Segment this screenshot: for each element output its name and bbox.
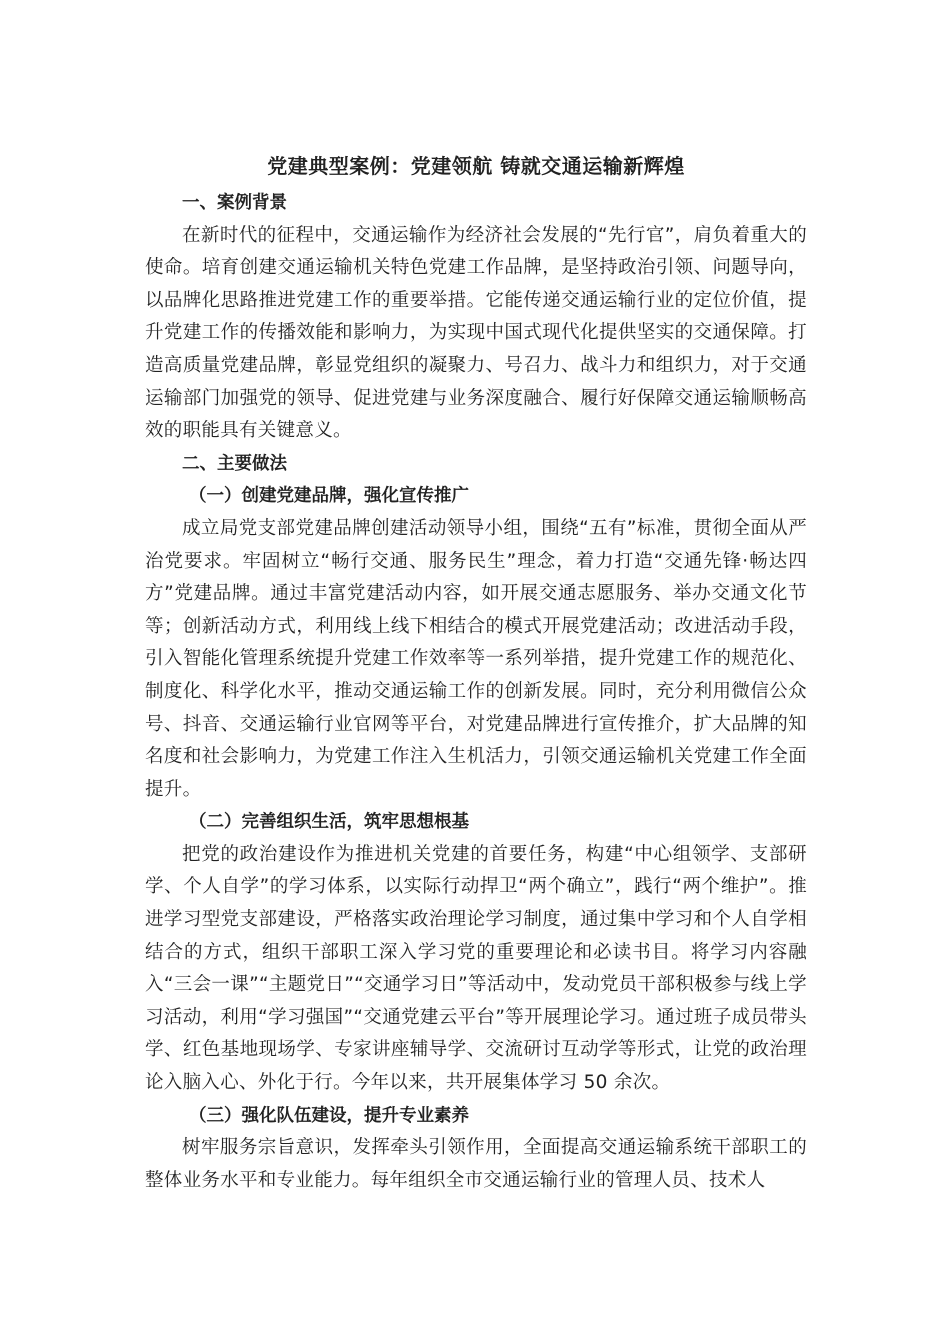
section-heading-practices: 二、主要做法	[182, 453, 287, 474]
paragraph-background: 在新时代的征程中，交通运输作为经济社会发展的“先行官”，肩负着重大的使命。培育创建交通运输机关特色党建工作品牌，是坚持政治引领、问题导向，以品牌化思路推进党建工作的重要举措。它能传递交通运输行业的定位价值，提升党建工作的传播效能和影响力，为实现中国式现代化提供坚实的交通保障。打造高质量党建品牌，彰显党组织的凝聚力、号召力、战斗力和组织力，对于交通运输部门加强党的领导、促进党建与业务深度融合、履行好保障交通运输顺畅高效的职能具有关键意义。	[145, 224, 807, 442]
section-heading-background: 一、案例背景	[182, 193, 287, 213]
paragraph-brand: 成立局党支部党建品牌创建活动领导小组，围绕“五有”标准，贯彻全面从严治党要求。牢固树立“畅行交通、服务民生”理念，着力打造“交通先锋·畅达四方”党建品牌。通过丰富党建活动内容，如开展交通志愿服务、举办交通文化节等；创新活动方式，利用线上线下相结合的模式开展党建活动；改进活动手段，引入智能化管理系统提升党建工作效率等一系列举措，提升党建工作的规范化、制度化、科学化水平，推动交通运输工作的创新发展。同时，充分利用微信公众号、抖音、交通运输行业官网等平台，对党建品牌进行宣传推介，扩大品牌的知名度和社会影响力，为党建工作注入生机活力，引领交通运输机关党建工作全面提升。	[145, 517, 807, 800]
paragraph-team: 树牢服务宗旨意识，发挥牵头引领作用，全面提高交通运输系统干部职工的整体业务水平和专业能力。每年组织全市交通运输行业的管理人员、技术人	[145, 1137, 807, 1191]
subsection-heading-team: （三）强化队伍建设，提升专业素养	[189, 1105, 469, 1126]
document-title: 党建典型案例：党建领航 铸就交通运输新辉煌	[267, 154, 685, 178]
paragraph-organization: 把党的政治建设作为推进机关党建的首要任务，构建“中心组领学、支部研学、个人自学”的学习体系，以实际行动捍卫“两个确立”，践行“两个维护”。推进学习型党支部建设，严格落实政治理论学习制度，通过集中学习和个人自学相结合的方式，组织干部职工深入学习党的重要理论和必读书目。将学习内容融入“三会一课”“主题党日”“交通学习日”等活动中，发动党员干部积极参与线上学习活动，利用“学习强国”“交通党建云平台”等开展理论学习。通过班子成员带头学、红色基地现场学、专家讲座辅导学、交流研讨互动学等形式，让党的政治理论入脑入心、外化于行。今年以来，共开展集体学习 50 余次。	[145, 843, 807, 1094]
document-body	[145, 147, 807, 1197]
subsection-heading-organization: （二）完善组织生活，筑牢思想根基	[189, 812, 469, 833]
subsection-heading-brand: （一）创建党建品牌，强化宣传推广	[189, 486, 469, 507]
